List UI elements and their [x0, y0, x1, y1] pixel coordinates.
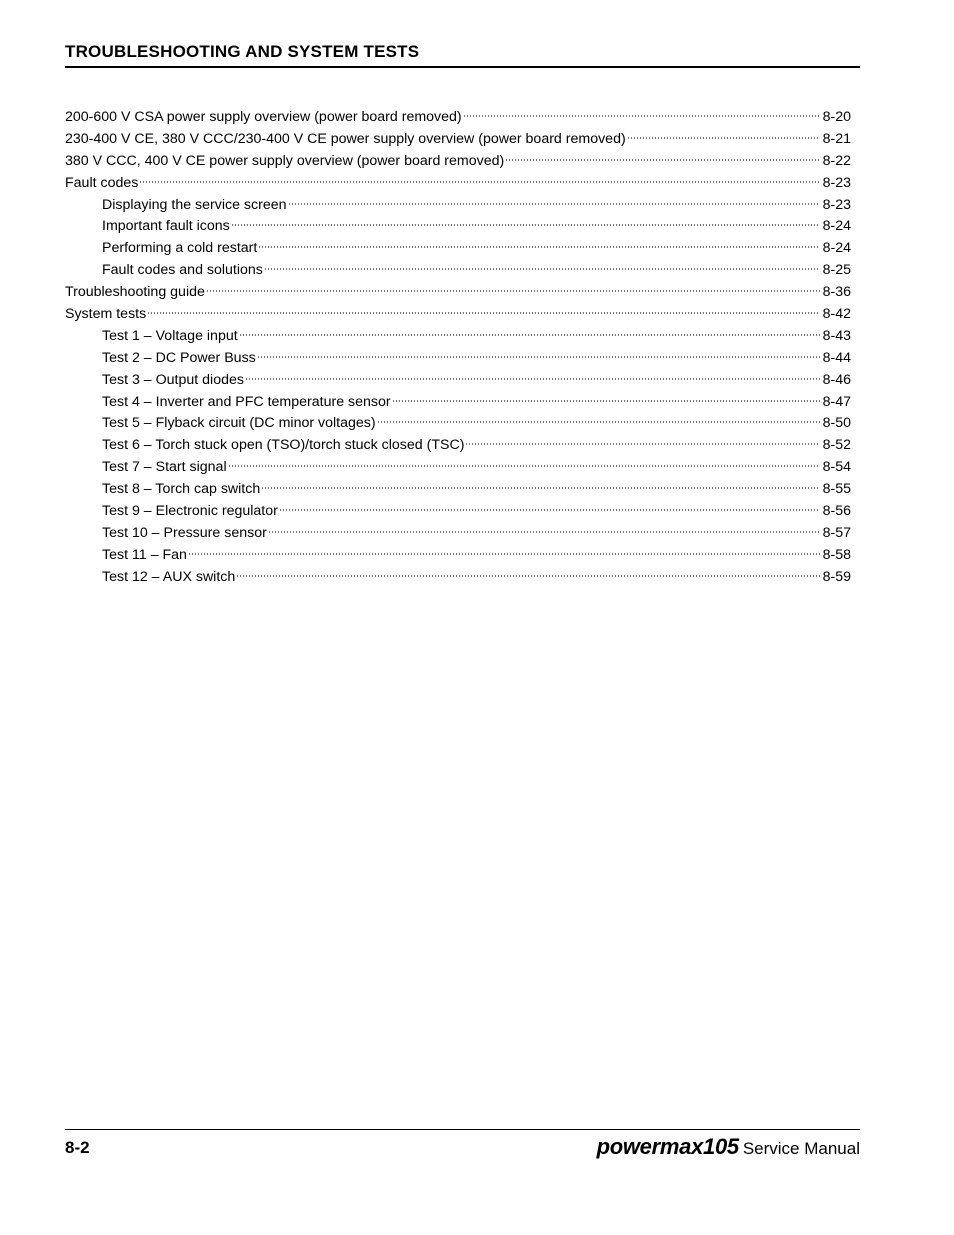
toc-dot-leader [188, 552, 820, 556]
toc-entry-page: 8-58 [822, 546, 851, 563]
toc-dot-leader [245, 377, 820, 381]
toc-entry-label: Displaying the service screen [102, 196, 287, 213]
toc-entry-page: 8-57 [822, 524, 851, 541]
toc-dot-leader [279, 508, 820, 512]
toc-entry-page: 8-43 [822, 327, 851, 344]
toc-dot-leader [288, 202, 820, 206]
toc-entry-page: 8-42 [822, 306, 851, 323]
toc-entry[interactable] [65, 370, 851, 392]
toc-entry-label: 380 V CCC, 400 V CE power supply overview (power board removed) [65, 152, 505, 169]
toc-entry-label: Test 2 – DC Power Buss [102, 349, 256, 366]
toc-entry-label: Test 4 – Inverter and PFC temperature sensor [102, 393, 391, 410]
toc-entry-page: 8-36 [822, 284, 851, 301]
toc-dot-leader [268, 530, 820, 534]
toc-entry-label: Fault codes [65, 174, 139, 191]
toc-dot-leader [228, 464, 820, 468]
toc-entry-label: Test 1 – Voltage input [102, 327, 238, 344]
toc-entry-page: 8-55 [822, 481, 851, 498]
toc-entry-page: 8-56 [822, 503, 851, 520]
manual-title [597, 1135, 860, 1162]
toc-entry-label: Test 3 – Output diodes [102, 371, 244, 388]
toc-entry-label: Test 11 – Fan [102, 546, 187, 563]
toc-entry-page: 8-23 [822, 196, 851, 213]
toc-entry-label: Test 9 – Electronic regulator [102, 503, 278, 520]
toc-entry-label: Test 7 – Start signal [102, 459, 227, 476]
toc-entry[interactable] [65, 326, 851, 348]
toc-dot-leader [465, 442, 819, 446]
toc-entry[interactable] [65, 567, 851, 589]
toc-entry[interactable] [65, 479, 851, 501]
toc-dot-leader [236, 574, 819, 578]
toc-entry[interactable] [65, 413, 851, 435]
toc-dot-leader [261, 486, 819, 490]
toc-entry[interactable] [65, 173, 851, 195]
toc-entry-label: Troubleshooting guide [65, 284, 205, 301]
toc-dot-leader [505, 158, 819, 162]
toc-entry-label: Test 8 – Torch cap switch [102, 481, 261, 498]
toc-entry-page: 8-24 [822, 218, 851, 235]
toc-dot-leader [257, 355, 820, 359]
toc-dot-leader [239, 333, 820, 337]
toc-entry-label: Performing a cold restart [102, 240, 258, 257]
toc-entry[interactable] [65, 523, 851, 545]
toc-dot-leader [463, 114, 820, 118]
table-of-contents [65, 107, 851, 589]
toc-dot-leader [392, 399, 820, 403]
toc-entry-page: 8-22 [822, 152, 851, 169]
toc-entry-label: 230-400 V CE, 380 V CCC/230-400 V CE power supply overview (power board removed) [65, 130, 626, 147]
toc-entry[interactable] [65, 238, 851, 260]
toc-entry[interactable] [65, 435, 851, 457]
toc-dot-leader [147, 311, 819, 315]
toc-dot-leader [258, 245, 819, 249]
toc-entry[interactable] [65, 151, 851, 173]
toc-entry-page: 8-50 [822, 415, 851, 432]
toc-entry[interactable] [65, 457, 851, 479]
toc-entry-label: System tests [65, 306, 147, 323]
toc-entry[interactable] [65, 107, 851, 129]
toc-dot-leader [139, 180, 819, 184]
toc-entry-label: Test 6 – Torch stuck open (TSO)/torch stuck closed (TSC) [102, 437, 465, 454]
product-logo: powermax105 [596, 1134, 739, 1159]
toc-entry[interactable] [65, 282, 851, 304]
toc-dot-leader [377, 420, 820, 424]
toc-entry-page: 8-21 [822, 130, 851, 147]
toc-entry-page: 8-25 [822, 262, 851, 279]
toc-entry[interactable] [65, 304, 851, 326]
toc-entry-label: Fault codes and solutions [102, 262, 263, 279]
toc-entry[interactable] [65, 195, 851, 217]
toc-entry-page: 8-24 [822, 240, 851, 257]
toc-entry-page: 8-20 [822, 109, 851, 125]
toc-entry-label: 200-600 V CSA power supply overview (power board removed) [65, 109, 462, 125]
toc-entry[interactable] [65, 260, 851, 282]
toc-entry[interactable] [65, 348, 851, 370]
toc-entry-label: Test 5 – Flyback circuit (DC minor voltages) [102, 415, 376, 432]
toc-entry-page: 8-47 [822, 393, 851, 410]
toc-entry[interactable] [65, 501, 851, 523]
toc-entry[interactable] [65, 129, 851, 151]
toc-dot-leader [231, 223, 820, 227]
page-header [65, 42, 860, 68]
manual-type: Service Manual [742, 1139, 860, 1158]
toc-entry-label: Test 10 – Pressure sensor [102, 524, 267, 541]
toc-entry-page: 8-23 [822, 174, 851, 191]
section-title: TROUBLESHOOTING AND SYSTEM TESTS [65, 42, 420, 61]
toc-dot-leader [627, 136, 820, 140]
toc-entry-page: 8-46 [822, 371, 851, 388]
toc-entry[interactable] [65, 392, 851, 414]
toc-entry[interactable] [65, 545, 851, 567]
toc-entry[interactable] [65, 216, 851, 238]
page-number: 8-2 [65, 1138, 90, 1157]
toc-entry-page: 8-52 [822, 437, 851, 454]
toc-entry-label: Important fault icons [102, 218, 230, 235]
toc-dot-leader [264, 267, 820, 271]
toc-entry-page: 8-44 [822, 349, 851, 366]
toc-entry-label: Test 12 – AUX switch [102, 568, 236, 585]
toc-entry-page: 8-59 [822, 568, 851, 585]
toc-entry-page: 8-54 [822, 459, 851, 476]
toc-dot-leader [206, 289, 820, 293]
page-footer [65, 1129, 860, 1170]
